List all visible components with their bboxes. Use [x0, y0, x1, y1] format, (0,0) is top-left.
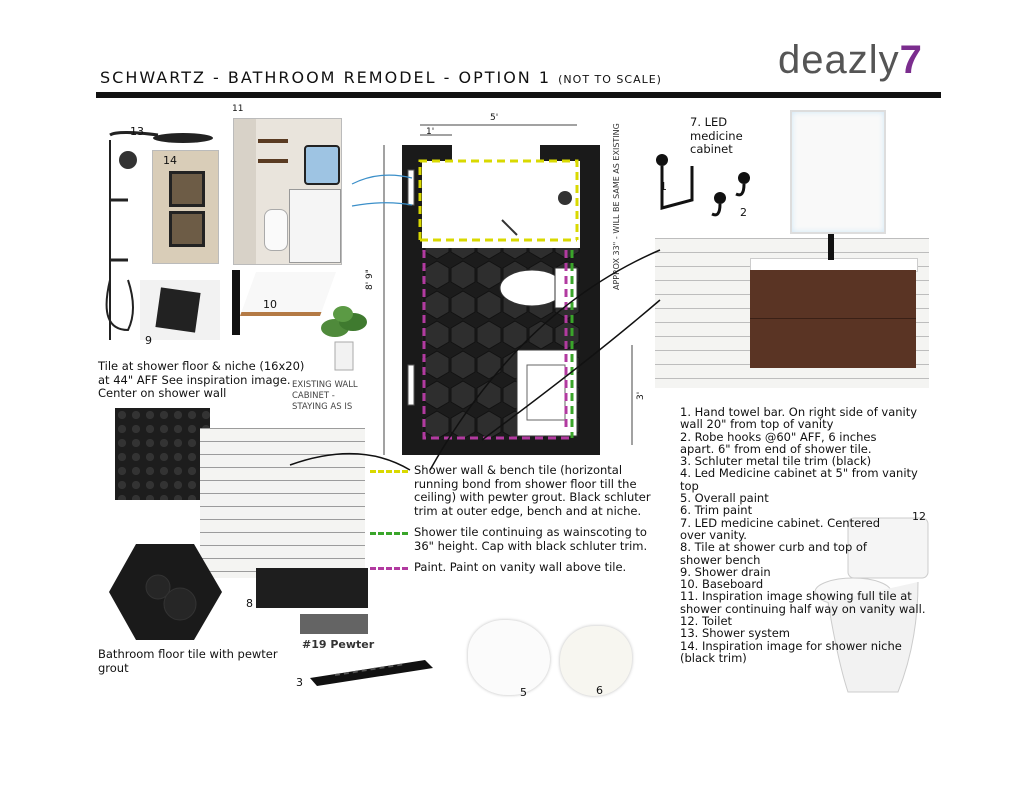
label-5: 5	[520, 686, 527, 699]
title-subtitle: (NOT TO SCALE)	[558, 73, 662, 86]
legend-magenta-text: Paint. Paint on vanity wall above tile.	[414, 560, 627, 574]
label-2: 2	[740, 206, 747, 219]
list-item: 2. Robe hooks @60" AFF, 6 inches	[680, 429, 877, 444]
dim-vertical-note: APPROX 33" - WILL BE SAME AS EXISTING	[612, 123, 621, 290]
list-item: 3. Schluter metal tile trim (black)	[680, 454, 872, 469]
list-item: shower bench	[680, 552, 761, 567]
label-9: 9	[145, 334, 152, 347]
list-item: shower continuing half way on vanity wall.	[680, 601, 926, 616]
brand-mark: 7	[899, 38, 923, 82]
list-item: 6. Trim paint	[680, 503, 753, 518]
list-item: 10. Baseboard	[680, 577, 764, 592]
list-item: 5. Overall paint	[680, 491, 769, 506]
list-item: (black trim)	[680, 650, 747, 665]
list-item: 4. Led Medicine cabinet at 5" from vanity	[680, 466, 918, 481]
dim-vanity: 3'	[636, 391, 646, 400]
list-item: 8. Tile at shower curb and top of	[680, 540, 867, 555]
label-3: 3	[296, 676, 303, 689]
medicine-label: 7. LED medicine cabinet	[690, 115, 743, 156]
label-13: 13	[130, 125, 144, 138]
list-item: 13. Shower system	[680, 626, 791, 641]
list-item: 11. Inspiration image showing full tile at	[680, 589, 912, 604]
dim-height: 8' 9"	[365, 269, 375, 290]
tile-note: Tile at shower floor & niche (16x20) at 44" AFF See inspiration image. Center on shower wall	[98, 359, 305, 400]
dim-width: 5'	[490, 113, 499, 123]
label-6: 6	[596, 684, 603, 697]
cabinet-note-text: CABINET - STAYING AS IS	[292, 391, 353, 412]
label-10: 10	[263, 298, 277, 311]
list-item: apart. 6" from end of shower tile.	[680, 441, 872, 456]
title-text: SCHWARTZ - BATHROOM REMODEL - OPTION 1	[100, 68, 552, 87]
list-item: 14. Inspiration image for shower niche	[680, 638, 902, 653]
list-item: 9. Shower drain	[680, 564, 771, 579]
items-list	[680, 406, 950, 664]
dim-small: 1'	[426, 127, 435, 137]
grout-label: #19 Pewter	[302, 638, 375, 651]
label-8: 8	[246, 597, 253, 610]
legend-yellow-text: Shower wall & bench tile (horizontal running bond from shower floor till the ceiling) with pewter grout. Black schluter trim at outer edge, bench and at niche.	[414, 463, 651, 518]
list-item: over vanity.	[680, 527, 747, 542]
floor-tile-note: Bathroom floor tile with pewter grout	[98, 647, 278, 675]
legend-green-text: Shower tile continuing as wainscoting to 36" height. Cap with black schluter trim.	[414, 525, 648, 553]
list-item: wall 20" from top of vanity	[680, 417, 834, 432]
brand-name: deazly	[778, 38, 900, 82]
label-11: 11	[232, 104, 244, 114]
list-item: top	[680, 478, 699, 493]
label-14: 14	[163, 154, 177, 167]
list-item: 7. LED medicine cabinet. Centered	[680, 515, 880, 530]
label-12: 12	[912, 510, 926, 523]
label-1: 1	[660, 180, 667, 193]
existing-wall-text: EXISTING WALL	[292, 380, 358, 390]
list-item: 1. Hand towel bar. On right side of vanity	[680, 405, 918, 419]
list-item: 12. Toilet	[680, 614, 733, 629]
